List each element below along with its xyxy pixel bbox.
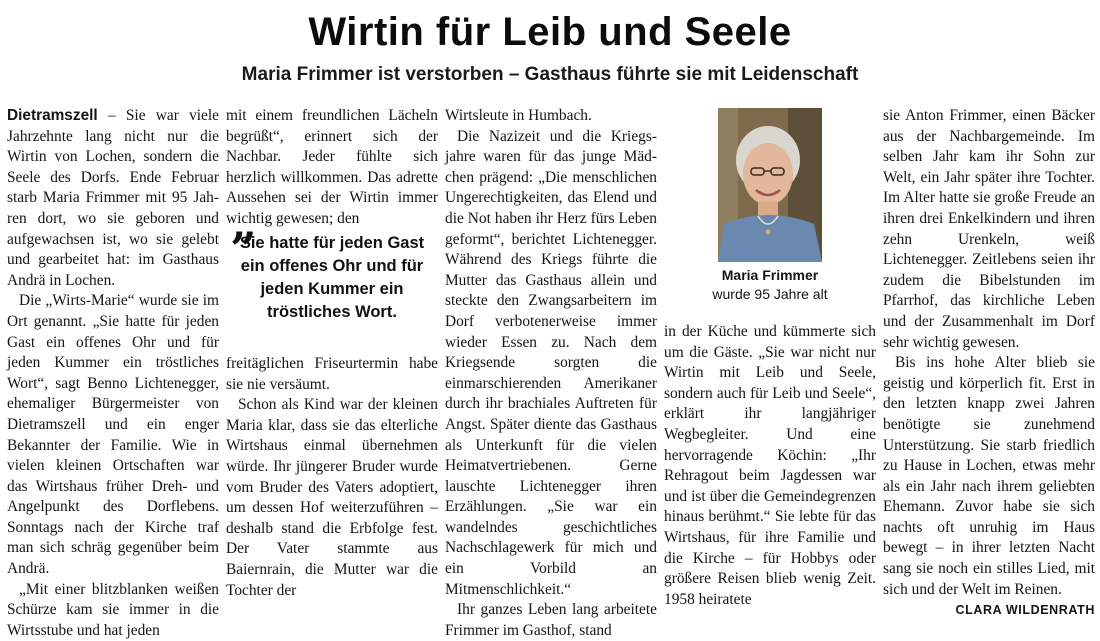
dateline: Dietramszell	[7, 107, 98, 124]
column-2-top	[226, 106, 438, 230]
column-2-bottom	[226, 354, 438, 601]
column-3	[445, 106, 657, 641]
photo-caption	[664, 266, 876, 304]
subheadline: Maria Frimmer ist verstorben – Gasthaus führte sie mit Leidenschaft	[241, 64, 859, 85]
paragraph	[883, 353, 1095, 618]
paragraph: Ihr ganzes Leben lang arbeitete Frimmer im Gasthof, stand	[445, 601, 657, 639]
caption-text: wurde 95 Jahre alt	[712, 286, 828, 302]
headline: Wirtin für Leib und Seele	[308, 10, 792, 54]
paragraph: Die „Wirts-Marie“ wurde sie im Ort genannt. „Sie hatte für jeden Gast ein offenes Ohr und für jeden Kummer ein tröstliches Wort“, sagt Benno Lichtenegger, ehemaliger Bürgermeister von Dietramszell und ein enger Bekannter der Familie. Wie in vielen kleinen Ortschaften war das Wirtshaus früher Dreh- und Angelpunkt des Dorflebens. Sonntags nach der Kirche traf man sich schräg gegenüber beim Andrä.	[7, 292, 219, 578]
quote-mark-icon: ”	[230, 222, 257, 276]
column-1	[7, 106, 219, 641]
paragraph	[7, 106, 219, 291]
paragraph-text: – Sie war viele Jahrzehnte lang nicht nur die Wirtin von Lochen, sondern die Seele des Dorfs. Ende Februar starb Maria Frimmer mit 95 Jahren dort, wo sie geboren und aufgewachsen ist, wo sie gelebt und gearbeitet hat: im Gasthaus Andrä in Lochen.	[7, 107, 219, 289]
paragraph-text: Bis ins hohe Alter blieb sie geistig und körperlich fit. Erst in den letzten knapp zwei Jahren benötigte sie zunehmend Unterstützung. Sie starb friedlich zu Hause in Lochen, etwas mehr als ein Jahr nach ihrem geliebten Ehemann. Zuvor habe sie sich nachts oft unruhig im Haus bewegt – in ihrer letzten Nacht sang sie noch ein stilles Lied, mit sich und der Welt im Reinen.	[883, 354, 1095, 598]
author-byline: CLARA WILDENRATH	[955, 603, 1095, 618]
pull-quote	[226, 222, 438, 324]
paragraph: Schon als Kind war der kleinen Maria klar, dass sie das elterliche Wirtshaus einmal übernehmen würde. Ihr jüngerer Bruder wurde vom Bruder des Vaters adoptiert, um dessen Hof weiterzuführen – deshalb stand die Erbfolge fest. Der Vater stammte aus Baiernrain, die Mutter war die Tochter der	[226, 396, 438, 599]
pull-quote-text: Sie hatte für jeden Gast ein offenes Ohr und für jeden Kummer ein tröstliches Wort.	[239, 234, 425, 321]
portrait-photo	[718, 108, 822, 262]
paragraph: Die Nazizeit und die Kriegsjahre waren für das junge Mädchen prägend: „Die menschlichen Ungerechtigkeiten, das Elend und die Not haben ihr Herz fürs Leben geformt“, berichtet Lichtenegger. Während des Kriegs führte die Mutter das Gasthaus allein und steckte den Zwangsarbeitern im Dorf verbotenerweise immer wieder Essen zu. Nach dem Kriegsende sorgten die einmarschierenden Amerikaner durch ihr brachiales Auftreten für Angst. Später diente das Gasthaus als Unterkunft für die vielen Heimatvertriebenen. Gerne lauschte Lichtenegger ihren Erzählungen. „Sie war ein wandelndes geschichtliches Nachschlagewerk für mich und ein Vorbild an Mitmenschlichkeit.“	[445, 127, 657, 598]
paragraph: sie Anton Frimmer, einen Bäcker aus der Nachbargemeinde. Im selben Jahr kam ihr Sohn zur Welt, ein Jahr später ihre Tochter. Im Alter hatte sie große Freude an ihren drei Enkelkindern und ihren zehn Urenkeln, weiß Lichtenegger. Zeitlebens seien ihr zudem die Bibelstunden im Pfarrhof, das kirchliche Leben und der Zusammenhalt im Dorf sehr wichtig gewesen.	[883, 107, 1095, 351]
column-5	[883, 106, 1095, 621]
portrait-image	[718, 108, 822, 262]
paragraph: in der Küche und kümmerte sich um die Gäste. „Sie war nicht nur Wirtin mit Leib und Seele, sondern auch für Leib und Seele“, erklärt ihr langjähriger Wegbegleiter. Und eine hervorragende Köchin: „Ihr Rehragout beim Jagdessen war und ist über die Gemeindegrenzen hinaus berühmt.“ Sie lebte für das Wirtshaus, für ihre Familie und die Kirche – für Hobbys oder größere Reisen blieb wenig Zeit. 1958 heiratete	[664, 323, 876, 608]
caption-name: Maria Frimmer	[721, 267, 819, 283]
paragraph: Wirtsleute in Humbach.	[445, 107, 592, 124]
paragraph: „Mit einer blitzblanken weißen Schürze kam sie immer in die Wirtsstube und hat jeden	[7, 580, 219, 639]
paragraph: mit einem freundlichen Lächeln begrüßt“, erinnert sich der Nachbar. Jeder fühlte sich herzlich willkommen. Das adrette Aussehen sei der Wirtin immer wichtig gewesen; den	[226, 107, 438, 227]
paragraph: freitäglichen Friseurtermin habe sie nie versäumt.	[226, 355, 438, 393]
column-4	[664, 322, 876, 610]
